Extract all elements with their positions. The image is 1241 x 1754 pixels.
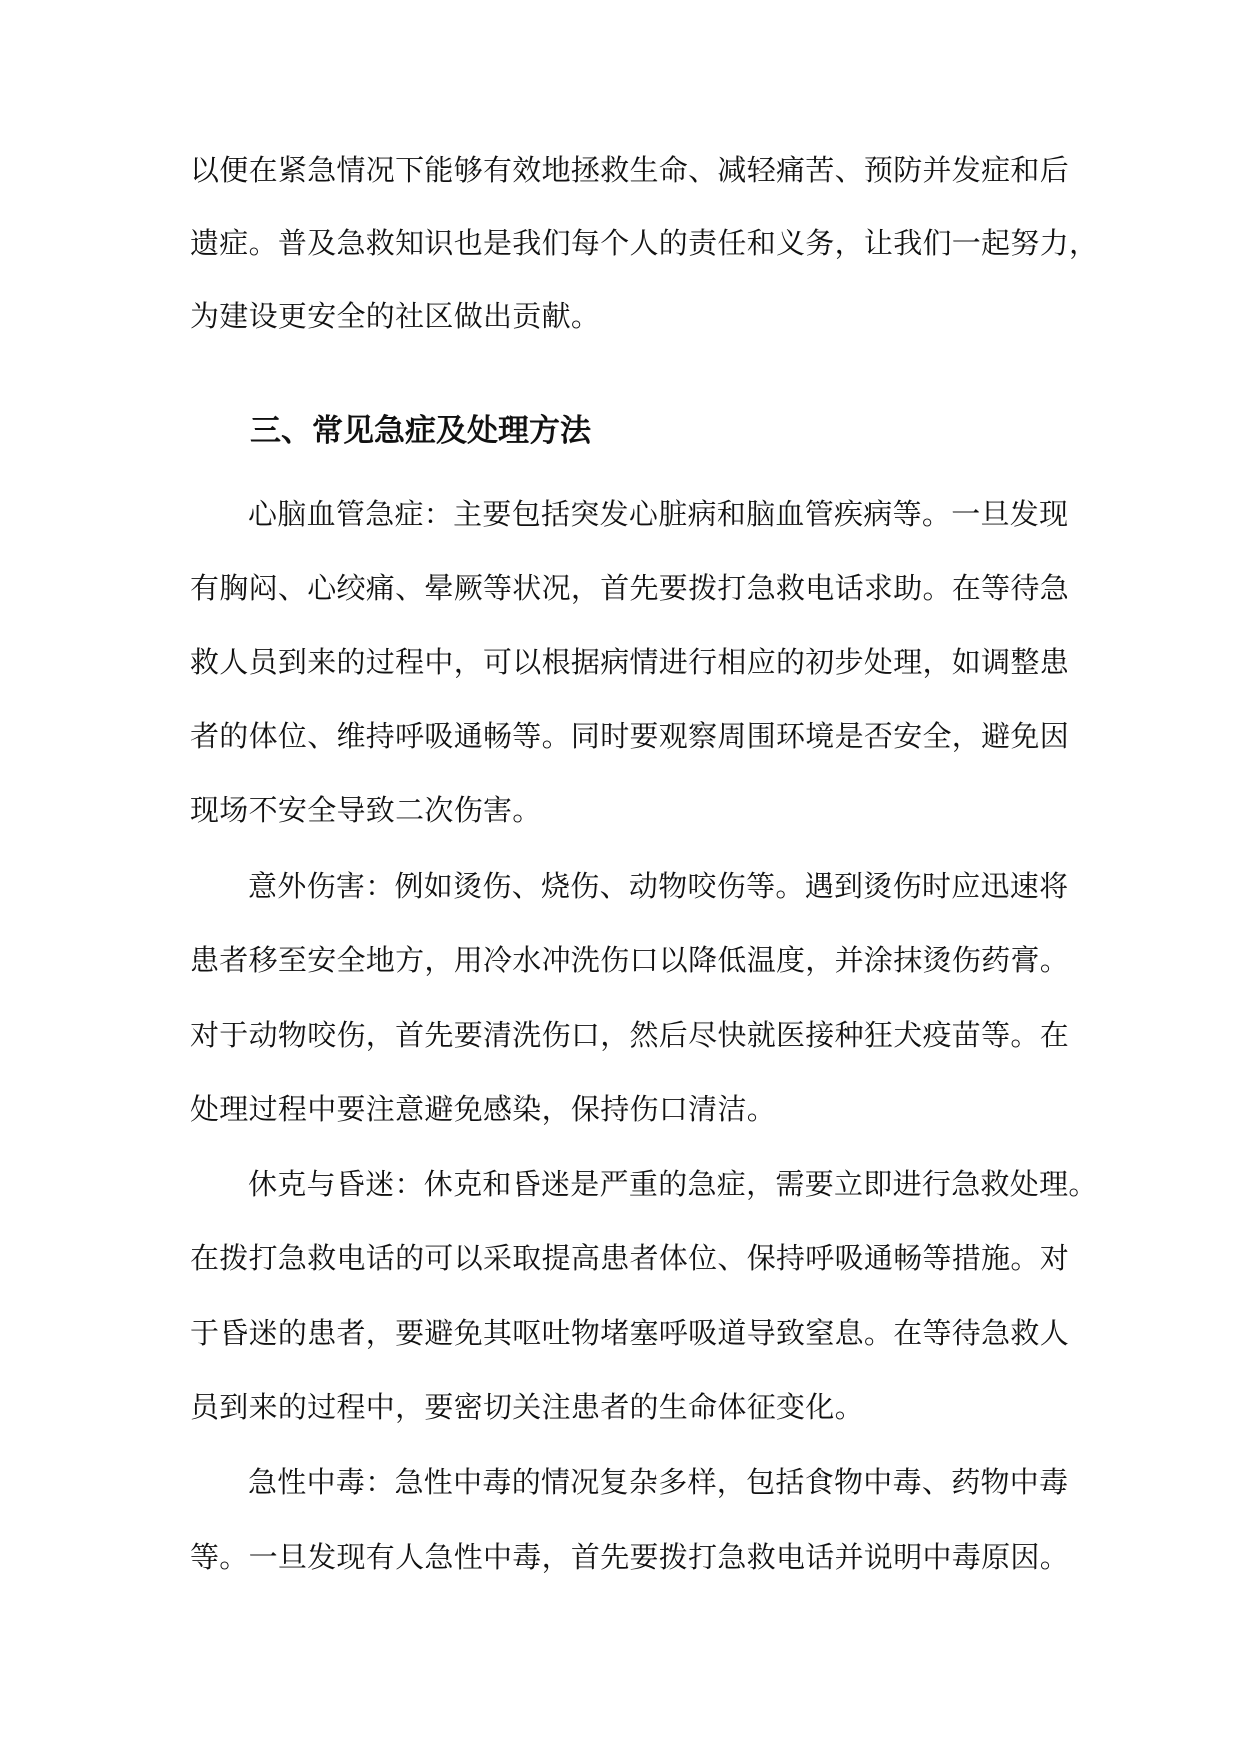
- paragraph-line: 急性中毒：急性中毒的情况复杂多样，包括食物中毒、药物中毒: [248, 1465, 1069, 1499]
- paragraph-line: 对于动物咬伤，首先要清洗伤口，然后尽快就医接种狂犬疫苗等。在: [190, 1018, 1070, 1052]
- paragraph-line: 心脑血管急症：主要包括突发心脏病和脑血管疾病等。一旦发现: [248, 497, 1069, 531]
- paragraph-line: 在拨打急救电话的可以采取提高患者体位、保持呼吸通畅等措施。对: [190, 1241, 1070, 1275]
- section-heading: 三、常见急症及处理方法: [250, 413, 591, 449]
- paragraph-line: 于昏迷的患者，要避免其呕吐物堵塞呼吸道导致窒息。在等待急救人: [190, 1316, 1070, 1350]
- paragraph-line: 现场不安全导致二次伤害。: [190, 793, 542, 827]
- paragraph-line: 意外伤害：例如烫伤、烧伤、动物咬伤等。遇到烫伤时应迅速将: [248, 869, 1069, 903]
- paragraph-line: 员到来的过程中，要密切关注患者的生命体征变化。: [190, 1390, 864, 1424]
- paragraph-line: 救人员到来的过程中，可以根据病情进行相应的初步处理，如调整患: [190, 645, 1070, 679]
- paragraph-line: 患者移至安全地方，用冷水冲洗伤口以降低温度，并涂抹烫伤药膏。: [190, 943, 1070, 977]
- paragraph-line: 有胸闷、心绞痛、晕厥等状况，首先要拨打急救电话求助。在等待急: [190, 571, 1070, 605]
- paragraph-line: 为建设更安全的社区做出贡献。: [190, 299, 601, 333]
- paragraph-line: 处理过程中要注意避免感染，保持伤口清洁。: [190, 1092, 777, 1126]
- paragraph-line: 以便在紧急情况下能够有效地拯救生命、减轻痛苦、预防并发症和后: [190, 153, 1070, 187]
- paragraph-line: 遗症。普及急救知识也是我们每个人的责任和义务，让我们一起努力，: [190, 226, 1099, 260]
- paragraph-line: 等。一旦发现有人急性中毒，首先要拨打急救电话并说明中毒原因。: [190, 1540, 1070, 1574]
- paragraph-line: 者的体位、维持呼吸通畅等。同时要观察周围环境是否安全，避免因: [190, 719, 1070, 753]
- paragraph-line: 休克与昏迷：休克和昏迷是严重的急症，需要立即进行急救处理。: [248, 1167, 1098, 1201]
